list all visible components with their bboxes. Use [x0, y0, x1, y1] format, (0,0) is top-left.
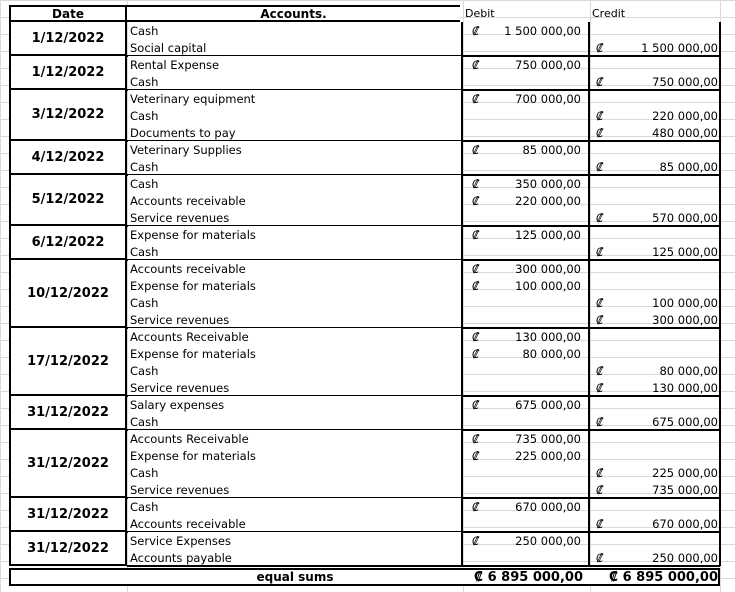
account-name: Cash — [128, 498, 462, 515]
credit-cell — [590, 209, 720, 226]
currency-symbol: ₡ — [596, 210, 604, 225]
credit-amount: 225 000,00 — [652, 465, 718, 480]
credit-amount: 100 000,00 — [652, 295, 718, 310]
currency-symbol: ₡ — [472, 57, 480, 72]
account-name: Rental Expense — [128, 56, 462, 73]
debit-amount: 735 000,00 — [515, 431, 581, 446]
credit-amount: 675 000,00 — [652, 414, 718, 429]
credit-cell — [590, 158, 720, 175]
debit-cell — [463, 22, 583, 39]
debit-amount: 220 000,00 — [515, 193, 581, 208]
credit-cell — [590, 549, 720, 566]
credit-cell — [590, 362, 720, 379]
account-name: Cash — [128, 107, 462, 124]
debit-cell — [463, 192, 583, 209]
account-name: Service revenues — [128, 209, 462, 226]
account-name: Cash — [128, 413, 462, 430]
credit-cell — [590, 311, 720, 328]
debit-cell — [463, 498, 583, 515]
credit-amount: 250 000,00 — [652, 550, 718, 565]
debit-amount: 750 000,00 — [515, 57, 581, 72]
account-name: Service revenues — [128, 379, 462, 396]
credit-cell — [590, 294, 720, 311]
account-name: Cash — [128, 464, 462, 481]
column-border — [588, 22, 590, 566]
debit-cell — [463, 260, 583, 277]
currency-symbol: ₡ — [596, 550, 604, 565]
debit-cell — [463, 345, 583, 362]
currency-symbol: ₡ — [472, 499, 480, 514]
currency-symbol: ₡ — [596, 108, 604, 123]
credit-cell — [590, 464, 720, 481]
debit-amount: 250 000,00 — [515, 533, 581, 548]
entry-date: 10/12/2022 — [9, 260, 127, 328]
currency-symbol: ₡ — [596, 125, 604, 140]
credit-cell — [590, 515, 720, 532]
debit-cell — [463, 328, 583, 345]
debit-cell — [463, 90, 583, 107]
entry-date: 31/12/2022 — [9, 498, 127, 532]
account-name: Accounts payable — [128, 549, 462, 566]
credit-amount: 570 000,00 — [652, 210, 718, 225]
entry-date: 1/12/2022 — [9, 22, 127, 56]
entry-date: 31/12/2022 — [9, 532, 127, 566]
currency-symbol: ₡ — [472, 176, 480, 191]
credit-cell — [590, 379, 720, 396]
currency-symbol: ₡ — [596, 244, 604, 259]
debit-cell — [463, 226, 583, 243]
entry-date: 6/12/2022 — [9, 226, 127, 260]
header-accounts: Accounts. — [127, 5, 460, 22]
credit-cell — [590, 39, 720, 56]
account-name: Accounts receivable — [128, 192, 462, 209]
credit-amount: 125 000,00 — [652, 244, 718, 259]
totals-debit: ₡ 6 895 000,00 — [474, 569, 583, 585]
debit-amount: 100 000,00 — [515, 278, 581, 293]
account-name: Cash — [128, 294, 462, 311]
account-name: Cash — [128, 243, 462, 260]
debit-amount: 700 000,00 — [515, 91, 581, 106]
column-border — [719, 22, 721, 566]
debit-cell — [463, 447, 583, 464]
currency-symbol: ₡ — [472, 329, 480, 344]
account-name: Salary expenses — [128, 396, 462, 413]
debit-amount: 300 000,00 — [515, 261, 581, 276]
currency-symbol: ₡ — [472, 448, 480, 463]
credit-cell — [590, 124, 720, 141]
credit-amount: 670 000,00 — [652, 516, 718, 531]
debit-cell — [463, 141, 583, 158]
currency-symbol: ₡ — [596, 363, 604, 378]
entry-date: 4/12/2022 — [9, 141, 127, 175]
currency-symbol: ₡ — [472, 23, 480, 38]
credit-amount: 735 000,00 — [652, 482, 718, 497]
currency-symbol: ₡ — [472, 397, 480, 412]
account-name: Veterinary Supplies — [128, 141, 462, 158]
debit-amount: 125 000,00 — [515, 227, 581, 242]
account-name: Accounts Receivable — [128, 430, 462, 447]
header-date: Date — [9, 5, 127, 22]
account-name: Veterinary equipment — [128, 90, 462, 107]
debit-amount: 350 000,00 — [515, 176, 581, 191]
account-name: Expense for materials — [128, 226, 462, 243]
account-name: Cash — [128, 22, 462, 39]
currency-symbol: ₡ — [596, 482, 604, 497]
debit-cell — [463, 430, 583, 447]
entry-date: 5/12/2022 — [9, 175, 127, 226]
entry-separator — [127, 565, 720, 567]
debit-amount: 225 000,00 — [515, 448, 581, 463]
credit-amount: 220 000,00 — [652, 108, 718, 123]
account-name: Cash — [128, 175, 462, 192]
totals-credit: ₡ 6 895 000,00 — [609, 569, 718, 585]
account-name: Expense for materials — [128, 345, 462, 362]
entry-date: 31/12/2022 — [9, 430, 127, 498]
currency-symbol: ₡ — [472, 278, 480, 293]
currency-symbol: ₡ — [596, 295, 604, 310]
credit-amount: 1 500 000,00 — [641, 40, 718, 55]
credit-amount: 480 000,00 — [652, 125, 718, 140]
currency-symbol: ₡ — [472, 533, 480, 548]
currency-symbol: ₡ — [472, 346, 480, 361]
currency-symbol: ₡ — [472, 261, 480, 276]
currency-symbol: ₡ — [596, 380, 604, 395]
currency-symbol: ₡ — [596, 74, 604, 89]
account-name: Accounts Receivable — [128, 328, 462, 345]
account-name: Cash — [128, 73, 462, 90]
debit-cell — [463, 277, 583, 294]
credit-cell — [590, 243, 720, 260]
debit-amount: 80 000,00 — [522, 346, 581, 361]
credit-amount: 300 000,00 — [652, 312, 718, 327]
debit-cell — [463, 532, 583, 549]
credit-cell — [590, 107, 720, 124]
account-name: Cash — [128, 362, 462, 379]
currency-symbol: ₡ — [472, 142, 480, 157]
account-name: Service revenues — [128, 481, 462, 498]
entry-date: 31/12/2022 — [9, 396, 127, 430]
currency-symbol: ₡ — [472, 193, 480, 208]
account-name: Social capital — [128, 39, 462, 56]
currency-symbol: ₡ — [596, 40, 604, 55]
currency-symbol: ₡ — [472, 431, 480, 446]
debit-cell — [463, 56, 583, 73]
credit-amount: 85 000,00 — [659, 159, 718, 174]
debit-amount: 130 000,00 — [515, 329, 581, 344]
currency-symbol: ₡ — [596, 414, 604, 429]
credit-amount: 80 000,00 — [659, 363, 718, 378]
currency-symbol: ₡ — [596, 312, 604, 327]
credit-amount: 130 000,00 — [652, 380, 718, 395]
entry-date: 17/12/2022 — [9, 328, 127, 396]
account-name: Service revenues — [128, 311, 462, 328]
debit-amount: 675 000,00 — [515, 397, 581, 412]
credit-cell — [590, 481, 720, 498]
account-name: Expense for materials — [128, 447, 462, 464]
currency-symbol: ₡ — [472, 91, 480, 106]
debit-cell — [463, 175, 583, 192]
currency-symbol: ₡ — [596, 516, 604, 531]
currency-symbol: ₡ — [596, 465, 604, 480]
credit-cell — [590, 73, 720, 90]
header-credit: Credit — [592, 7, 626, 20]
entry-date: 1/12/2022 — [9, 56, 127, 90]
debit-amount: 670 000,00 — [515, 499, 581, 514]
totals-label: equal sums — [256, 570, 334, 584]
account-name: Documents to pay — [128, 124, 462, 141]
account-name: Service Expenses — [128, 532, 462, 549]
account-name: Accounts receivable — [128, 260, 462, 277]
credit-cell — [590, 413, 720, 430]
debit-amount: 85 000,00 — [522, 142, 581, 157]
currency-symbol: ₡ — [596, 159, 604, 174]
debit-amount: 1 500 000,00 — [504, 23, 581, 38]
currency-symbol: ₡ — [472, 227, 480, 242]
account-name: Expense for materials — [128, 277, 462, 294]
account-name: Cash — [128, 158, 462, 175]
column-border — [461, 22, 463, 566]
account-name: Accounts receivable — [128, 515, 462, 532]
credit-amount: 750 000,00 — [652, 74, 718, 89]
debit-cell — [463, 396, 583, 413]
entry-date: 3/12/2022 — [9, 90, 127, 141]
header-debit: Debit — [465, 7, 495, 20]
